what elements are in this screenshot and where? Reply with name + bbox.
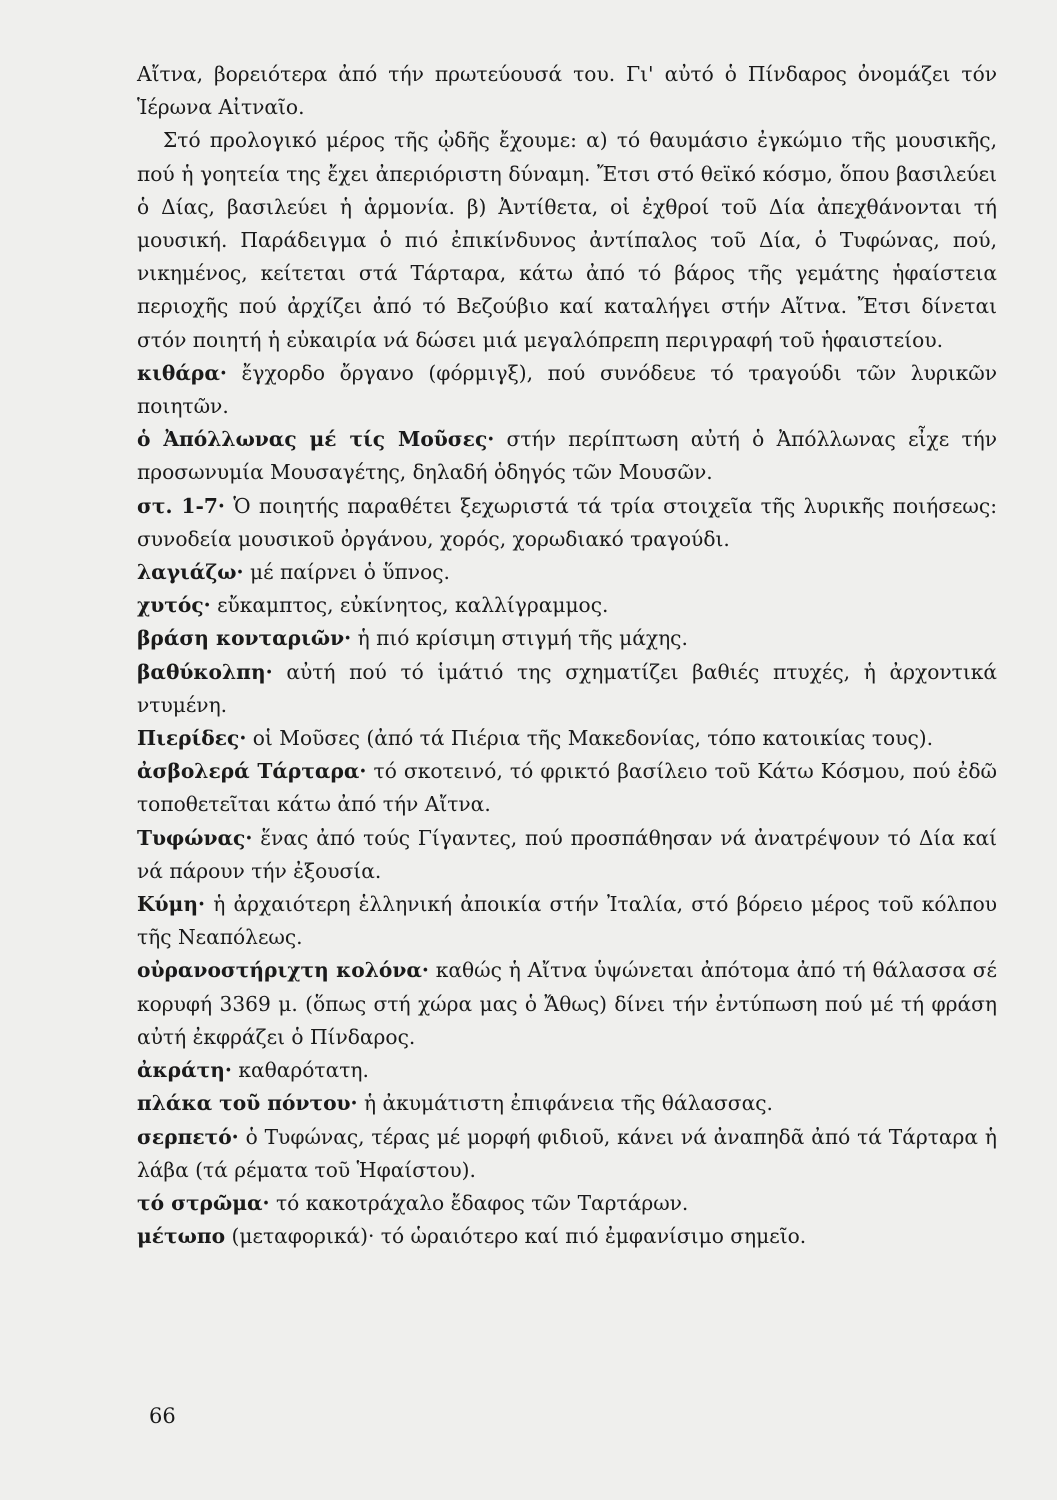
glossary-term: κιθάρα·: [137, 360, 227, 385]
glossary-entry: [137, 423, 997, 489]
glossary-definition: μέ παίρνει ὁ ὕπνος.: [249, 560, 450, 585]
glossary-term: βράση κονταριῶν·: [137, 626, 352, 651]
glossary-definition: οἱ Μοῦσες (ἀπό τά Πιέρια τῆς Μακεδονίας, τόπο κατοικίας τους).: [252, 726, 934, 751]
glossary-term: στ. 1-7·: [137, 493, 225, 518]
glossary-definition: τό σκοτεινό, τό φρικτό βασίλειο τοῦ Κάτω Κόσμου, πού ἐδῶ τοποθετεῖται κάτω ἀπό τήν Αἴτνα.: [137, 759, 997, 817]
glossary-entry: [137, 656, 997, 722]
glossary-term: τό στρῶμα·: [137, 1190, 270, 1215]
glossary-entry: [137, 822, 997, 888]
glossary-definition: τό κακοτράχαλο ἔδαφος τῶν Ταρτάρων.: [275, 1190, 689, 1215]
glossary-term: Κύμη·: [137, 892, 206, 917]
glossary-term: σερπετό·: [137, 1124, 239, 1149]
glossary-term: μέτωπο: [137, 1224, 226, 1249]
glossary-definition: καθαρότατη.: [238, 1058, 369, 1083]
glossary-entry: [137, 1121, 997, 1187]
glossary-definition: ἡ ἀκυμάτιστη ἐπιφάνεια τῆς θάλασσας.: [364, 1091, 773, 1116]
glossary-entry: [137, 1187, 997, 1220]
glossary-term: χυτός·: [137, 593, 211, 618]
glossary-term: ὁ Ἀπόλλωνας μέ τίς Μοῦσες·: [137, 427, 495, 452]
paragraph-prologue: Στό προλογικό μέρος τῆς ᾠδῆς ἔχουμε: α) τό θαυμάσιο ἐγκώμιο τῆς μουσικῆς, πού ἡ γοητεία της ἔχει ἀπεριόριστη δύναμη. Ἔτσι στό θεϊκό κόσμο, ὅπου βασιλεύει ὁ Δίας, βασιλεύει ἡ ἁρμονία. β) Ἀντίθετα, οἱ ἐχθροί τοῦ Δία ἀπεχθάνονται τή μουσική. Παράδειγμα ὁ πιό ἐπικίνδυνος ἀντίπαλος τοῦ Δία, ὁ Τυφώνας, πού, νικημένος, κείτεται στά Τάρταρα, κάτω ἀπό τό βάρος τῆς γεμάτης ἡφαίστεια περιοχῆς πού ἀρχίζει ἀπό τό Βεζούβιο καί καταλήγει στήν Αἴτνα. Ἔτσι δίνεται στόν ποιητή ἡ εὐκαιρία νά δώσει μιά μεγαλόπρεπη περιγραφή τοῦ ἡφαιστείου.: [137, 128, 997, 352]
document-page: [137, 58, 997, 1478]
glossary-entry: [137, 490, 997, 556]
glossary-term: λαγιάζω·: [137, 560, 244, 585]
glossary-term: οὐρανοστήριχτη κολόνα·: [137, 958, 429, 983]
glossary-definition: (μεταφορικά)· τό ὡραιότερο καί πιό ἐμφανίσιμο σημεῖο.: [231, 1224, 807, 1249]
glossary-entry: [137, 622, 997, 655]
glossary-entry: [137, 1087, 997, 1120]
glossary-entry: [137, 357, 997, 423]
glossary: [137, 357, 997, 1253]
glossary-entry: [137, 888, 997, 954]
page-number: 66: [149, 1404, 176, 1428]
glossary-term: πλάκα τοῦ πόντου·: [137, 1091, 358, 1116]
glossary-term: Πιερίδες·: [137, 726, 247, 751]
glossary-definition: καθώς ἡ Αἴτνα ὑψώνεται ἀπότομα ἀπό τή θάλασσα σέ κορυφή 3369 μ. (ὅπως στή χώρα μας ὁ Ἄθως) δίνει τήν ἐντύπωση πού μέ τή φράση αὐτή ἐκφράζει ὁ Πίνδαρος.: [137, 958, 997, 1049]
glossary-entry: [137, 1054, 997, 1087]
glossary-definition: Ὁ ποιητής παραθέτει ξεχωριστά τά τρία στοιχεῖα τῆς λυρικῆς ποιήσεως: συνοδεία μουσικοῦ ὀργάνου, χορός, χορωδιακό τραγούδι.: [137, 493, 997, 551]
glossary-definition: ἕνας ἀπό τούς Γίγαντες, πού προσπάθησαν νά ἀνατρέψουν τό Δία καί νά πάρουν τήν ἐξουσία.: [137, 825, 997, 883]
glossary-entry: [137, 556, 997, 589]
glossary-term: ἀκράτη·: [137, 1058, 232, 1083]
glossary-entry: [137, 954, 997, 1054]
glossary-term: ἀσβολερά Τάρταρα·: [137, 759, 367, 784]
glossary-entry: [137, 1220, 997, 1253]
glossary-definition: ὁ Τυφώνας, τέρας μέ μορφή φιδιοῦ, κάνει νά ἀναπηδᾶ ἀπό τά Τάρταρα ἡ λάβα (τά ρέματα τοῦ Ἡφαίστου).: [137, 1124, 997, 1182]
glossary-definition: ἡ πιό κρίσιμη στιγμή τῆς μάχης.: [357, 626, 688, 651]
glossary-definition: ἔγχορδο ὄργανο (φόρμιγξ), πού συνόδευε τό τραγούδι τῶν λυρικῶν ποιητῶν.: [137, 360, 997, 419]
glossary-term: Τυφώνας·: [137, 825, 253, 850]
glossary-entry: [137, 755, 997, 821]
paragraph-intro: Αἴτνα, βορειότερα ἀπό τήν πρωτεύουσά του. Γι' αὐτό ὁ Πίνδαρος ὀνομάζει τόν Ἱέρωνα Αἰτναῖο.: [137, 62, 997, 120]
glossary-entry: [137, 589, 997, 622]
glossary-term: βαθύκολπη·: [137, 659, 273, 684]
glossary-definition: στήν περίπτωση αὐτή ὁ Ἀπόλλωνας εἶχε τήν προσωνυμία Μουσαγέτης, δηλαδή ὁδηγός τῶν Μουσῶν.: [137, 427, 997, 485]
glossary-entry: [137, 722, 997, 755]
glossary-definition: εὔκαμπτος, εὐκίνητος, καλλίγραμμος.: [217, 593, 609, 618]
glossary-definition: ἡ ἀρχαιότερη ἑλληνική ἀποικία στήν Ἰταλία, στό βόρειο μέρος τοῦ κόλπου τῆς Νεαπόλεως.: [137, 892, 997, 950]
glossary-definition: αὐτή πού τό ἱμάτιό της σχηματίζει βαθιές πτυχές, ἡ ἀρχοντικά ντυμένη.: [137, 659, 997, 717]
